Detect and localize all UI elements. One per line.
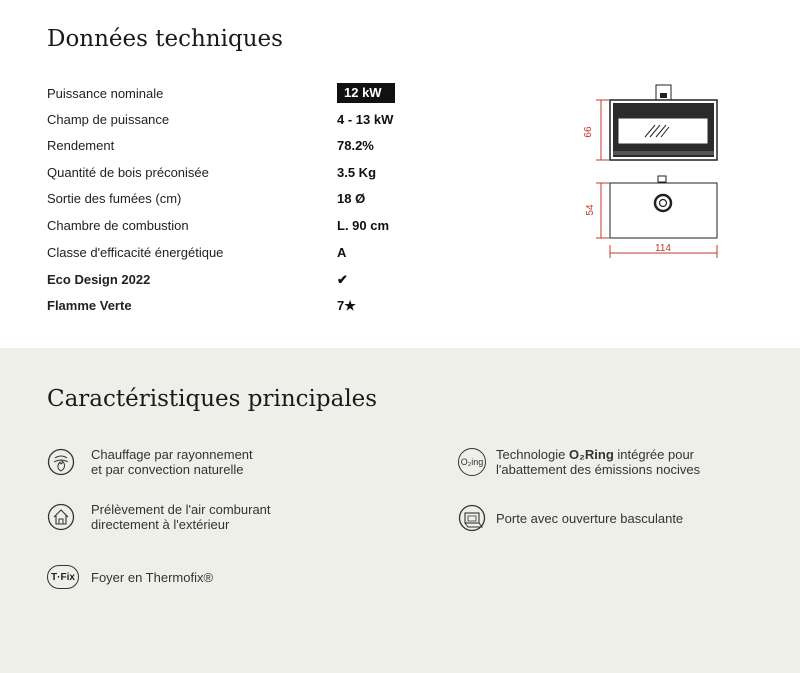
feature-text-line2: l'abattement des émissions nocives [496, 462, 701, 477]
spec-label: Puissance nominale [47, 86, 164, 101]
dimension-label-top: 66 [583, 126, 594, 138]
tilting-door-icon [458, 504, 486, 532]
dimension-label-width: 114 [655, 243, 671, 254]
dimension-height-bottom [596, 183, 610, 238]
spec-value: L. 90 cm [337, 218, 390, 233]
spec-label: Quantité de bois préconisée [47, 165, 209, 180]
spec-row [47, 86, 427, 106]
stove-dimension-diagram [585, 82, 735, 262]
feature-text-line1: Porte avec ouverture basculante [496, 510, 684, 526]
spec-row [47, 218, 427, 238]
spec-value: 7★ [337, 298, 356, 313]
radiant-heat-icon [47, 448, 75, 476]
dimension-height-top [596, 100, 610, 160]
feature-text-prefix: Technologie [496, 447, 569, 462]
spec-value: 18 Ø [337, 191, 366, 206]
spec-label: Champ de puissance [47, 112, 170, 127]
spec-label: Flamme Verte [47, 298, 132, 313]
dimension-label-bottom: 54 [585, 204, 596, 216]
feature-text-line2: et par convection naturelle [91, 462, 244, 477]
spec-value: ✔ [337, 272, 348, 287]
features-title: Caractéristiques principales [47, 386, 378, 412]
feature-text-line2: directement à l'extérieur [91, 517, 230, 532]
spec-label: Classe d'efficacité énergétique [47, 245, 224, 260]
spec-label: Rendement [47, 138, 115, 153]
spec-label: Sortie des fumées (cm) [47, 191, 182, 206]
feature-text-line1: Foyer en Thermofix® [91, 569, 214, 585]
spec-label: Eco Design 2022 [47, 272, 151, 287]
feature-radiant-heat [47, 447, 253, 477]
feature-tilting-door [458, 504, 683, 532]
stove-side-view [610, 183, 717, 238]
spec-row [47, 138, 427, 158]
feature-text-suffix: intégrée pour [613, 447, 695, 462]
spec-value: A [337, 245, 347, 260]
spec-label: Chambre de combustion [47, 218, 189, 233]
o2ring-icon: O₂ing [458, 448, 486, 476]
stove-front-view [610, 85, 717, 160]
feature-text-line1 [496, 447, 700, 462]
spec-row [47, 272, 427, 292]
spec-row [47, 165, 427, 185]
spec-row [47, 245, 427, 265]
tfix-icon: T·Fix [47, 565, 79, 589]
feature-outside-air [47, 502, 271, 532]
spec-value: 4 - 13 kW [337, 112, 394, 127]
spec-row [47, 298, 427, 318]
outside-air-icon [47, 503, 75, 531]
spec-value: 3.5 Kg [337, 165, 377, 180]
flue-connector [658, 176, 666, 182]
technical-data-title: Données techniques [47, 26, 283, 52]
feature-text-bold: O₂Ring [569, 447, 614, 462]
spec-row [47, 191, 427, 211]
spec-row [47, 112, 427, 132]
feature-o2ring [458, 447, 700, 477]
spec-value: 12 kW [337, 83, 395, 103]
feature-thermofix [47, 565, 213, 589]
feature-text-line1: Chauffage par rayonnement [91, 447, 253, 462]
feature-text-line1: Prélèvement de l'air comburant [91, 502, 271, 517]
spec-value: 78.2% [337, 138, 374, 153]
